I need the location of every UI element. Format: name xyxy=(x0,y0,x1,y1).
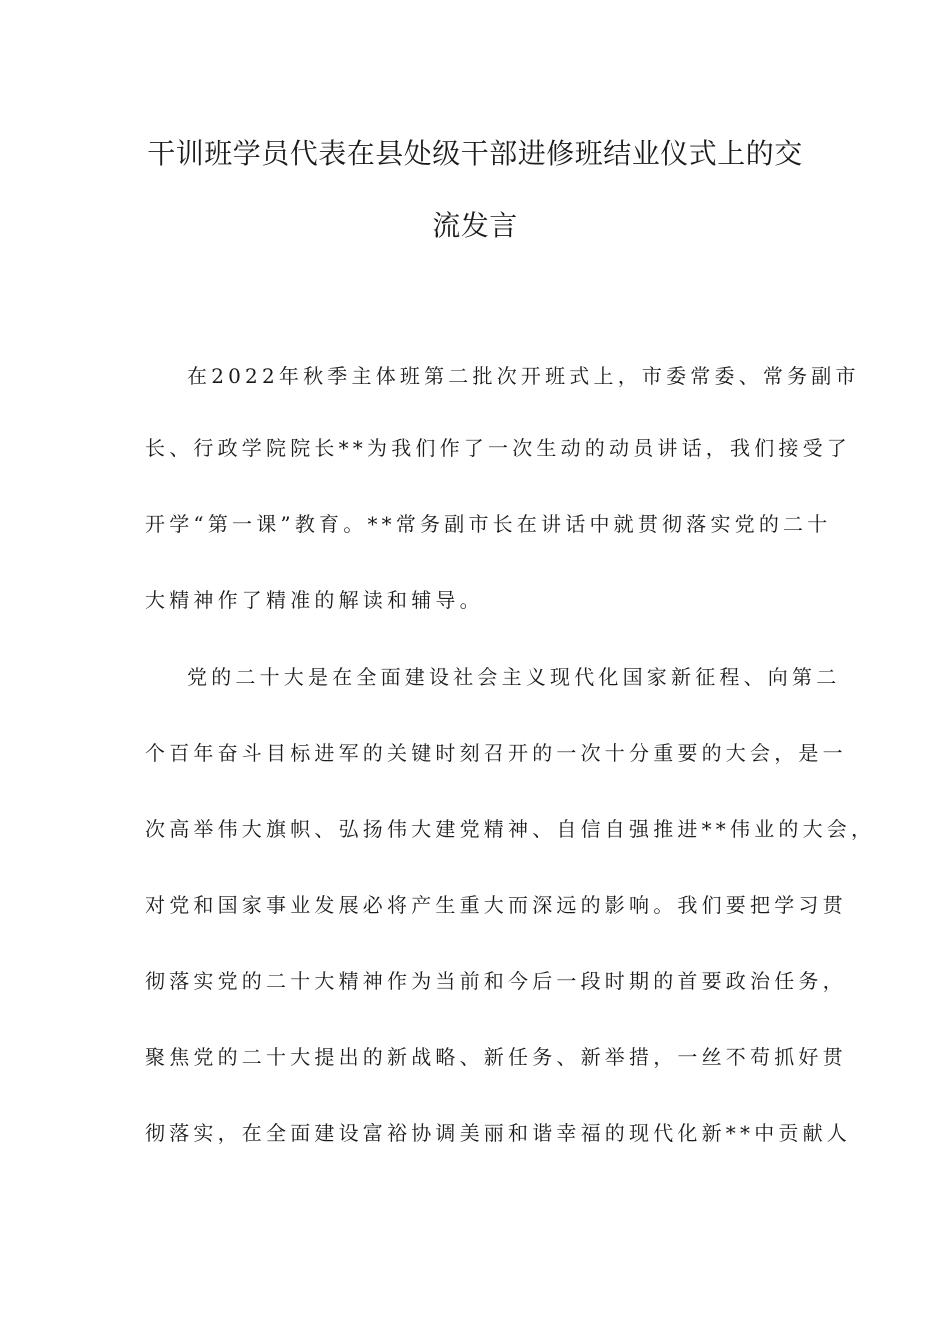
paragraph-2-line-6: 聚焦党的二十大提出的新战略、新任务、新举措，一丝不苟抓好贯 xyxy=(145,1045,847,1069)
paragraph-2-line-3: 次高举伟大旗帜、弘扬伟大建党精神、自信自强推进**伟业的大会， xyxy=(145,817,876,841)
paragraph-1-line-3: 开学“第一课”教育。**常务副市长在讲话中就贯彻落实党的二十 xyxy=(145,512,832,536)
paragraph-1-line-4: 大精神作了精准的解读和辅导。 xyxy=(145,588,484,612)
paragraph-2-line-5: 彻落实党的二十大精神作为当前和今后一段时期的首要政治任务， xyxy=(145,969,847,993)
paragraph-1-line-1: 在2022年秋季主体班第二批次开班式上，市委常委、常务副市 xyxy=(187,364,860,388)
paragraph-1-line-2: 长、行政学院院长**为我们作了一次生动的动员讲话，我们接受了 xyxy=(145,436,851,460)
paragraph-2-line-1: 党的二十大是在全面建设社会主义现代化国家新征程、向第二 xyxy=(187,665,841,689)
paragraph-2-line-7: 彻落实，在全面建设富裕协调美丽和谐幸福的现代化新**中贡献人 xyxy=(145,1121,851,1145)
document-title-line-2: 流发言 xyxy=(432,209,518,242)
paragraph-2-line-2: 个百年奋斗目标进军的关键时刻召开的一次十分重要的大会，是一 xyxy=(145,741,847,765)
document-title-line-1: 干训班学员代表在县处级干部进修班结业仪式上的交 xyxy=(147,137,803,170)
paragraph-2-line-4: 对党和国家事业发展必将产生重大而深远的影响。我们要把学习贯 xyxy=(145,893,847,917)
